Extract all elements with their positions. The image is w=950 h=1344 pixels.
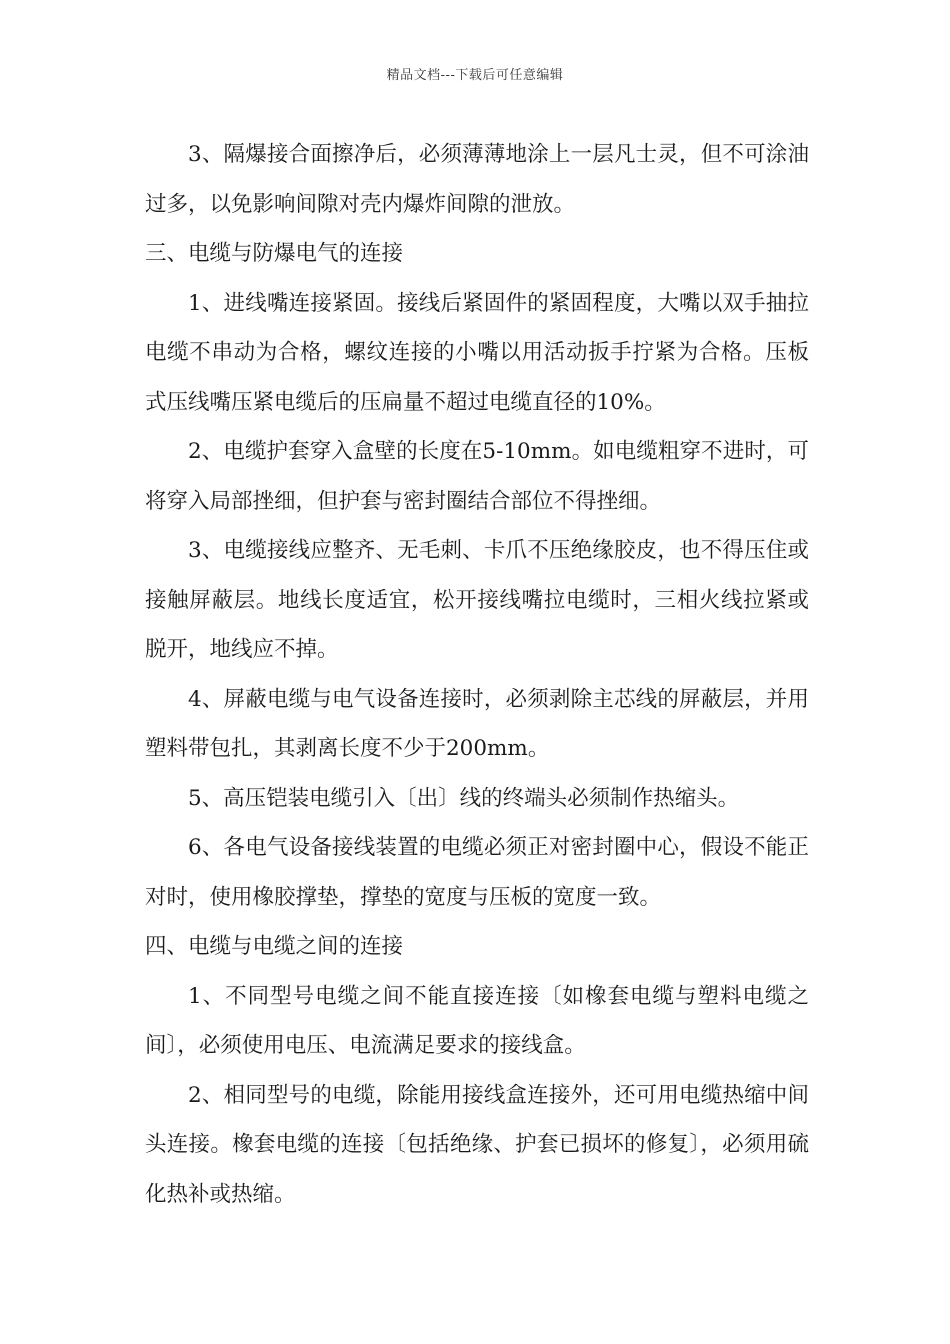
paragraph-shielded-cable: 4、屏蔽电缆与电气设备连接时，必须剥除主芯线的屏蔽层，并用塑料带包扎，其剥离长度不少于200mm。 <box>145 686 809 761</box>
paragraph-same-types: 2、相同型号的电缆，除能用接线盒连接外，还可用电缆热缩中间头连接。橡套电缆的连接〔包括绝缘、护套已损坏的修复〕，必须用硫化热补或热缩。 <box>145 1082 809 1207</box>
page-header: 精品文档---下载后可任意编辑 <box>386 68 564 83</box>
paragraph-sheath-length: 2、电缆护套穿入盒壁的长度在5-10mm。如电缆粗穿不进时，可将穿入局部挫细，但护套与密封圈结合部位不得挫细。 <box>145 439 809 514</box>
section-heading-3: 三、电缆与防爆电气的连接 <box>145 241 404 266</box>
paragraph-cable-gland: 1、进线嘴连接紧固。接线后紧固件的紧固程度，大嘴以双手抽拉电缆不串动为合格，螺纹连接的小嘴以用活动扳手拧紧为合格。压板式压线嘴压紧电缆后的压扁量不超过电缆直径的10%。 <box>145 290 809 415</box>
paragraph-seal-center: 6、各电气设备接线装置的电缆必须正对密封圈中心，假设不能正对时，使用橡胶撑垫，撑垫的宽度与压板的宽度一致。 <box>145 835 809 910</box>
paragraph-different-types: 1、不同型号电缆之间不能直接连接〔如橡套电缆与塑料电缆之间〕，必须使用电压、电流满足要求的接线盒。 <box>145 983 809 1058</box>
paragraph-armored-cable: 5、高压铠装电缆引入〔出〕线的终端头必须制作热缩头。 <box>188 785 740 811</box>
document-body <box>145 130 809 1219</box>
paragraph-wiring: 3、电缆接线应整齐、无毛刺、卡爪不压绝缘胶皮，也不得压住或接触屏蔽层。地线长度适宜，松开接线嘴拉电缆时，三相火线拉紧或脱开，地线应不掉。 <box>145 538 809 662</box>
paragraph-explosion-surface: 3、隔爆接合面擦净后，必须薄薄地涂上一层凡士灵，但不可涂油过多，以免影响间隙对壳内爆炸间隙的泄放。 <box>145 142 809 217</box>
section-heading-4: 四、电缆与电缆之间的连接 <box>145 934 404 959</box>
